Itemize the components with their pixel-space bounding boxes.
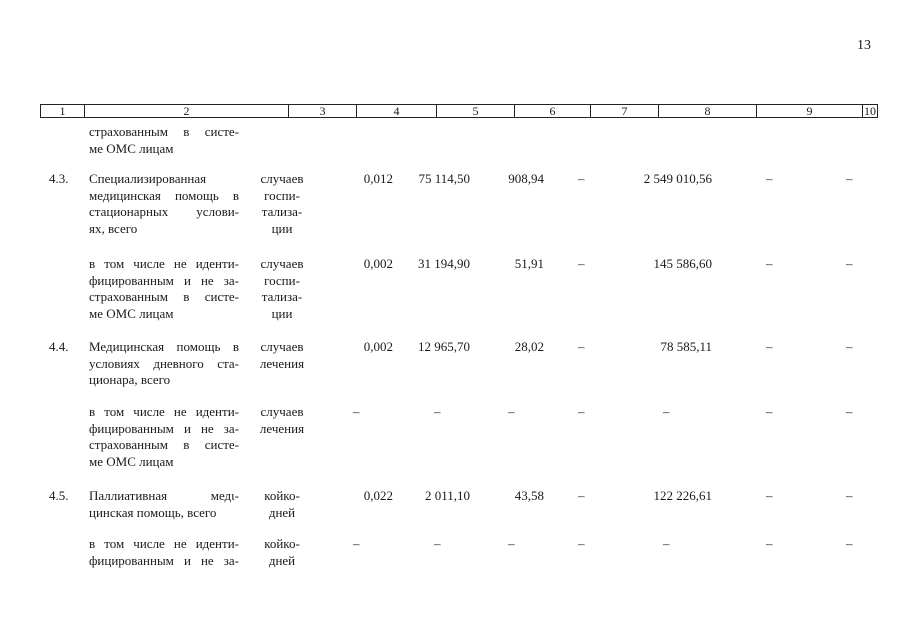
header-cell: 8 bbox=[659, 105, 757, 117]
row-name: Паллиативная медι- цинская помощь, всего bbox=[89, 488, 239, 520]
header-cell: 2 bbox=[85, 105, 289, 117]
cell-c4: 0,002 bbox=[363, 339, 393, 354]
cell-c6: – bbox=[508, 536, 515, 551]
cell-c8: – bbox=[663, 536, 670, 551]
cell-c7: – bbox=[578, 404, 585, 419]
cell-c4: – bbox=[353, 404, 360, 419]
cell-c4: – bbox=[353, 536, 360, 551]
cell-c8: 78 585,11 bbox=[660, 339, 712, 354]
row-unit: случаев госпи- тализа- ции bbox=[260, 171, 304, 236]
header-cell: 3 bbox=[289, 105, 357, 117]
row-number: 4.5. bbox=[49, 488, 69, 503]
cell-c8: 145 586,60 bbox=[653, 256, 712, 271]
row-number: 4.3. bbox=[49, 171, 69, 186]
cell-c5: 31 194,90 bbox=[418, 256, 470, 271]
cell-c7: – bbox=[578, 488, 585, 503]
row-name: в том числе не иденти- фицированным и не за- bbox=[89, 536, 239, 568]
row-number: 4.4. bbox=[49, 339, 69, 354]
cell-c10: – bbox=[846, 404, 853, 419]
cell-c9: – bbox=[766, 171, 773, 186]
cell-c5: 2 011,10 bbox=[424, 488, 470, 503]
cell-c9: – bbox=[766, 488, 773, 503]
cell-c8: 2 549 010,56 bbox=[643, 171, 712, 186]
row-name: в том числе не иденти- фицированным и не за- страхованным в систе- ме ОМС лицам bbox=[89, 256, 239, 321]
row-name: Медицинская помощь в условиях дневного ста- ционара, всего bbox=[89, 339, 239, 387]
cell-c6: 908,94 bbox=[508, 171, 544, 186]
cell-c6: – bbox=[508, 404, 515, 419]
cell-c4: 0,022 bbox=[363, 488, 393, 503]
cell-c6: 43,58 bbox=[514, 488, 544, 503]
cell-c9: – bbox=[766, 536, 773, 551]
row-unit: случаев лечения bbox=[259, 339, 305, 371]
row-name: Специализированная медицинская помощь в стационарных услови- ях, всего bbox=[89, 171, 239, 236]
header-cell: 5 bbox=[437, 105, 515, 117]
cell-c5: 75 114,50 bbox=[418, 171, 470, 186]
cell-c10: – bbox=[846, 171, 853, 186]
cell-c5: 12 965,70 bbox=[418, 339, 470, 354]
table-header-row bbox=[40, 104, 878, 118]
cell-c10: – bbox=[846, 256, 853, 271]
cell-c4: 0,012 bbox=[363, 171, 393, 186]
cell-c7: – bbox=[578, 256, 585, 271]
header-cell: 6 bbox=[515, 105, 591, 117]
row-name: в том числе не иденти- фицированным и не за- страхованным в систе- ме ОМС лицам bbox=[89, 404, 239, 469]
cell-c6: 51,91 bbox=[514, 256, 544, 271]
row-unit: случаев госпи- тализа- ции bbox=[260, 256, 304, 321]
cell-c9: – bbox=[766, 339, 773, 354]
header-cell: 1 bbox=[41, 105, 85, 117]
cell-c10: – bbox=[846, 536, 853, 551]
cell-c7: – bbox=[578, 536, 585, 551]
page-number: 13 bbox=[857, 38, 871, 53]
header-cell: 7 bbox=[591, 105, 659, 117]
row-unit: койко- дней bbox=[264, 536, 300, 568]
cell-c8: 122 226,61 bbox=[653, 488, 712, 503]
cell-c4: 0,002 bbox=[363, 256, 393, 271]
cell-c5: – bbox=[434, 404, 441, 419]
header-cell: 10 bbox=[864, 104, 876, 118]
cell-c10: – bbox=[846, 339, 853, 354]
cell-c7: – bbox=[578, 171, 585, 186]
row-unit: случаев лечения bbox=[259, 404, 305, 436]
header-cell: 9 bbox=[757, 105, 863, 117]
cell-c7: – bbox=[578, 339, 585, 354]
header-cell: 4 bbox=[357, 105, 437, 117]
cell-c10: – bbox=[846, 488, 853, 503]
cell-c5: – bbox=[434, 536, 441, 551]
row-unit: койко- дней bbox=[264, 488, 300, 520]
cell-c8: – bbox=[663, 404, 670, 419]
continuation-text: страхованным в систе- ме ОМС лицам bbox=[89, 124, 239, 156]
cell-c9: – bbox=[766, 404, 773, 419]
cell-c9: – bbox=[766, 256, 773, 271]
cell-c6: 28,02 bbox=[514, 339, 544, 354]
